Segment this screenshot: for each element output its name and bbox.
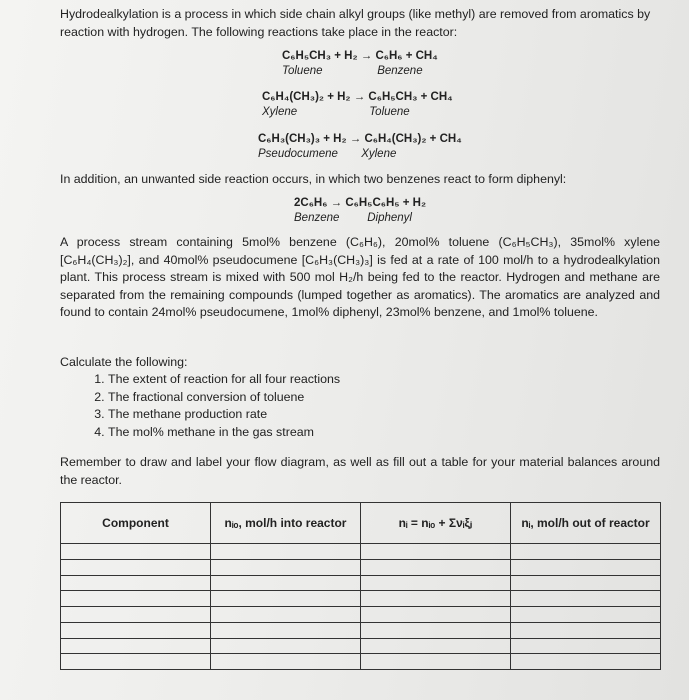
table-cell[interactable] [361, 544, 511, 560]
table-row [61, 559, 661, 575]
material-balance-table [60, 502, 661, 670]
table-row [61, 591, 661, 607]
table-cell[interactable] [61, 544, 211, 560]
material-balance-table-wrap [60, 502, 660, 670]
calc-item: 2. The fractional conversion of toluene [108, 389, 340, 407]
table-cell[interactable] [61, 559, 211, 575]
reaction-1 [282, 49, 438, 79]
table-cell[interactable] [361, 559, 511, 575]
table-cell[interactable] [361, 575, 511, 591]
side-reaction-product-name: Diphenyl [367, 212, 412, 224]
table-cell[interactable] [61, 607, 211, 623]
reaction-2-reactant-name: Xylene [262, 106, 298, 118]
table-cell[interactable] [511, 622, 661, 638]
table-cell[interactable] [511, 654, 661, 670]
table-cell[interactable] [511, 559, 661, 575]
header-flow-out: nᵢ, mol/h out of reactor [511, 503, 661, 544]
reaction-1-equation: C₆H₅CH₃ + H₂ → C₆H₆ + CH₄ [282, 50, 438, 62]
reaction-1-reactant-name: Toluene [282, 65, 323, 77]
table-header-row [61, 503, 661, 544]
table-cell[interactable] [511, 607, 661, 623]
table-cell[interactable] [211, 575, 361, 591]
table-cell[interactable] [211, 607, 361, 623]
calc-item: 3. The methane production rate [108, 406, 340, 424]
reaction-2-equation: C₆H₄(CH₃)₂ + H₂ → C₆H₅CH₃ + CH₄ [262, 91, 453, 103]
reaction-1-product-name: Benzene [377, 65, 423, 77]
side-reaction-reactant-name: Benzene [294, 212, 340, 224]
calc-list [88, 371, 340, 441]
header-flow-in: nᵢₒ, mol/h into reactor [211, 503, 361, 544]
table-row [61, 622, 661, 638]
table-cell[interactable] [211, 654, 361, 670]
table-cell[interactable] [211, 559, 361, 575]
table-row [61, 638, 661, 654]
table-cell[interactable] [511, 638, 661, 654]
table-cell[interactable] [511, 591, 661, 607]
reminder-text: Remember to draw and label your flow diagram, as well as fill out a table for your material balances around the reactor. [60, 455, 660, 487]
table-cell[interactable] [361, 638, 511, 654]
reaction-3-reactant-name: Pseudocumene [258, 148, 338, 160]
table-cell[interactable] [61, 622, 211, 638]
table-cell[interactable] [211, 591, 361, 607]
table-cell[interactable] [61, 638, 211, 654]
reaction-2 [262, 90, 453, 120]
table-row [61, 607, 661, 623]
table-cell[interactable] [361, 607, 511, 623]
table-row [61, 654, 661, 670]
reaction-3-equation: C₆H₃(CH₃)₃ + H₂ → C₆H₄(CH₃)₂ + CH₄ [258, 133, 462, 145]
table-cell[interactable] [511, 544, 661, 560]
reaction-3 [258, 132, 462, 162]
reaction-2-product-name: Toluene [369, 106, 410, 118]
calc-item: 1. The extent of reaction for all four reactions [108, 371, 340, 389]
header-balance-equation: nᵢ = nᵢₒ + Σνᵢξⱼ [361, 503, 511, 544]
intro-text: Hydrodealkylation is a process in which side chain alkyl groups (like methyl) are removed from aromatics by reaction with hydrogen. The following reactions take place in the reactor: [60, 7, 651, 39]
reaction-3-product-name: Xylene [361, 148, 397, 160]
table-cell[interactable] [61, 591, 211, 607]
side-reaction-equation: 2C₆H₆ → C₆H₅C₆H₅ + H₂ [294, 197, 427, 209]
calc-heading: Calculate the following: [60, 355, 188, 369]
header-component: Component [61, 503, 211, 544]
table-row [61, 575, 661, 591]
side-reaction-intro: In addition, an unwanted side reaction occurs, in which two benzenes react to form diphenyl: [60, 172, 567, 186]
calc-item: 4. The mol% methane in the gas stream [108, 424, 340, 442]
table-cell[interactable] [211, 544, 361, 560]
process-description: A process stream containing 5mol% benzene (C₆H₆), 20mol% toluene (C₆H₅CH₃), 35mol% xylene [C₆H₄(CH₃)₂], and 40mol% pseudocumene [C₆H₃(CH₃)₃] is fed at a rate of 100 mol/h to a hydrodealkylation plant. This process stream is mixed with 500 mol H₂/h being fed to the reactor. Hydrogen and methane are separated from the remaining compounds (lumped together as aromatics). The aromatics are analyzed and found to contain 24mol% pseudocumene, 1mol% diphenyl, 23mol% benzene, and 1mol% toluene. [60, 235, 660, 319]
table-body [61, 544, 661, 670]
table-cell[interactable] [61, 575, 211, 591]
table-cell[interactable] [211, 638, 361, 654]
table-cell[interactable] [361, 622, 511, 638]
table-row [61, 544, 661, 560]
table-cell[interactable] [61, 654, 211, 670]
table-cell[interactable] [361, 654, 511, 670]
table-cell[interactable] [511, 575, 661, 591]
side-reaction [294, 196, 426, 226]
table-cell[interactable] [211, 622, 361, 638]
table-cell[interactable] [361, 591, 511, 607]
